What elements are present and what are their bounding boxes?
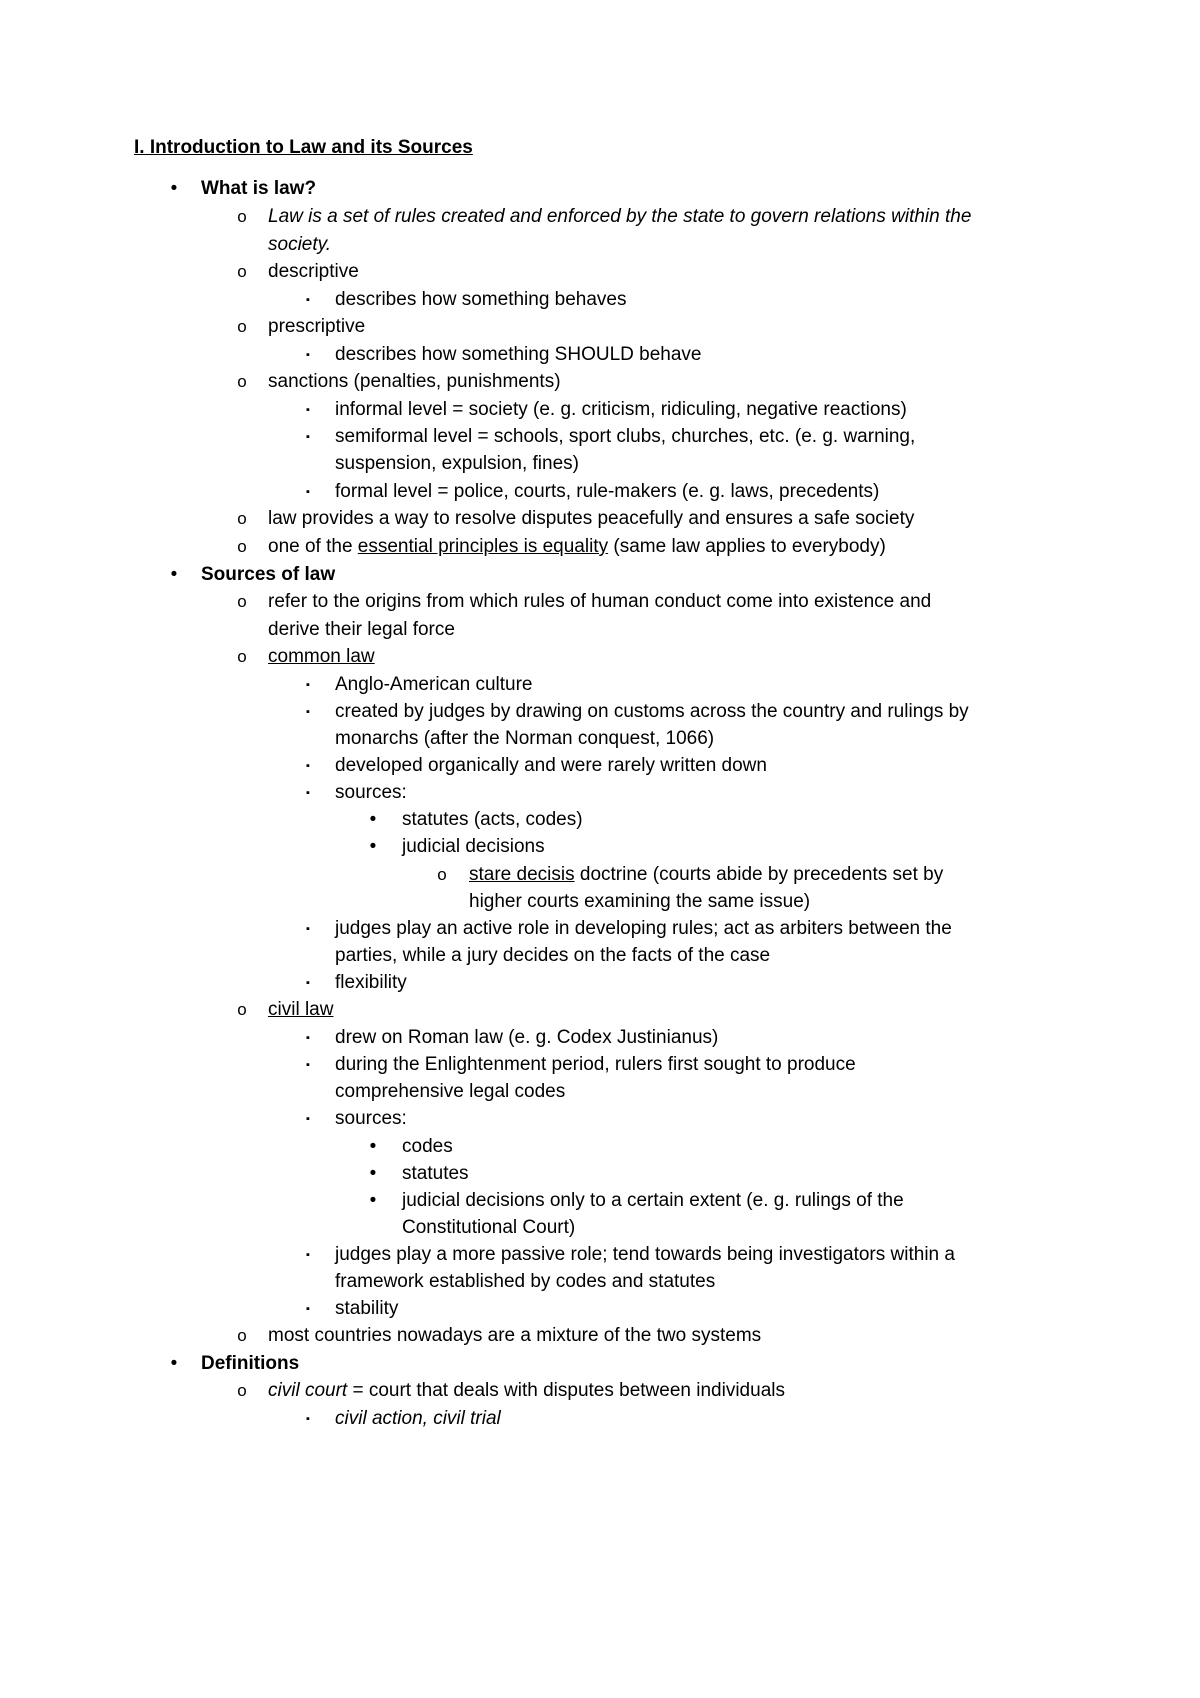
item-enlightenment-line-2: comprehensive legal codes [335, 1081, 566, 1102]
section-heading-sources-of-law: Sources of law [201, 564, 336, 585]
circle-marker: o [237, 509, 247, 528]
square-marker: ▪ [306, 1059, 310, 1071]
item-enlightenment-line-1: during the Enlightenment period, rulers first sought to produce [335, 1054, 856, 1075]
item-judicial-decisions: judicial decisions [402, 836, 545, 857]
item-descriptive-detail: describes how something behaves [335, 289, 627, 310]
circle-marker: o [237, 592, 247, 611]
item-created-by-judges-line-1: created by judges by drawing on customs across the country and rulings by [335, 701, 969, 722]
item-civil-action: civil action, civil trial [335, 1408, 501, 1429]
civil-court-term: civil court [268, 1380, 348, 1401]
bullet-marker: • [369, 836, 377, 857]
item-civil-court [268, 1380, 785, 1404]
item-judges-passive-line-2: framework established by codes and statutes [335, 1271, 716, 1292]
equality-underlined: essential principles is equality [357, 536, 609, 557]
item-anglo-american: Anglo-American culture [335, 674, 533, 695]
circle-marker: o [237, 1326, 247, 1345]
item-semiformal-level-line-1: semiformal level = schools, sport clubs, churches, etc. (e. g. warning, [335, 426, 916, 447]
item-statutes: statutes [402, 1163, 469, 1184]
item-developed-organically: developed organically and were rarely written down [335, 755, 767, 776]
item-judges-passive-line-1: judges play a more passive role; tend towards being investigators within a [335, 1244, 955, 1265]
item-descriptive: descriptive [268, 261, 359, 282]
item-stare-decisis-line-2: higher courts examining the same issue) [469, 891, 811, 912]
square-marker: ▪ [306, 706, 310, 718]
civil-court-definition: = court that deals with disputes between individuals [347, 1380, 785, 1401]
bullet-marker: • [170, 564, 178, 585]
item-judicial-limited-line-2: Constitutional Court) [402, 1217, 576, 1238]
item-codes: codes [402, 1136, 453, 1157]
square-marker: ▪ [306, 787, 310, 799]
bullet-marker: • [369, 1190, 377, 1211]
square-marker: ▪ [306, 923, 310, 935]
circle-marker: o [237, 1000, 247, 1019]
item-judges-active-line-2: parties, while a jury decides on the facts of the case [335, 945, 771, 966]
stare-decisis-rest: doctrine (courts abide by precedents set by [574, 864, 944, 885]
item-stability: stability [335, 1298, 399, 1319]
circle-marker: o [237, 647, 247, 666]
item-resolve-disputes: law provides a way to resolve disputes peacefully and ensures a safe society [268, 508, 915, 529]
circle-marker: o [237, 262, 247, 281]
item-common-sources: sources: [335, 782, 407, 803]
item-formal-level: formal level = police, courts, rule-makers (e. g. laws, precedents) [335, 481, 880, 502]
circle-marker: o [237, 317, 247, 336]
item-judges-active-line-1: judges play an active role in developing rules; act as arbiters between the [335, 918, 952, 939]
item-prescriptive-detail: describes how something SHOULD behave [335, 344, 702, 365]
item-civil-sources: sources: [335, 1108, 407, 1129]
bullet-marker: • [369, 809, 377, 830]
circle-marker: o [437, 865, 447, 884]
item-prescriptive: prescriptive [268, 316, 366, 337]
item-judicial-limited-line-1: judicial decisions only to a certain extent (e. g. rulings of the [402, 1190, 904, 1211]
item-mixture: most countries nowadays are a mixture of the two systems [268, 1325, 762, 1346]
square-marker: ▪ [306, 404, 310, 416]
bullet-marker: • [170, 178, 178, 199]
item-semiformal-level-line-2: suspension, expulsion, fines) [335, 453, 579, 474]
circle-marker: o [237, 372, 247, 391]
square-marker: ▪ [306, 760, 310, 772]
item-informal-level: informal level = society (e. g. criticism, ridiculing, negative reactions) [335, 399, 907, 420]
item-common-law: common law [268, 646, 375, 667]
stare-decisis-term: stare decisis [469, 864, 575, 885]
section-heading-what-is-law: What is law? [201, 178, 317, 199]
square-marker: ▪ [306, 1413, 310, 1425]
bullet-marker: • [369, 1136, 377, 1157]
square-marker: ▪ [306, 1249, 310, 1261]
section-heading-definitions: Definitions [201, 1353, 300, 1374]
square-marker: ▪ [306, 431, 310, 443]
item-statutes-acts-codes: statutes (acts, codes) [402, 809, 583, 830]
item-created-by-judges-line-2: monarchs (after the Norman conquest, 1066) [335, 728, 715, 749]
item-sanctions: sanctions (penalties, punishments) [268, 371, 561, 392]
item-equality [268, 536, 886, 560]
item-roman-law: drew on Roman law (e. g. Codex Justinianus) [335, 1027, 719, 1048]
square-marker: ▪ [306, 1032, 310, 1044]
item-flexibility: flexibility [335, 972, 407, 993]
item-civil-law: civil law [268, 999, 334, 1020]
bullet-marker: • [170, 1353, 178, 1374]
square-marker: ▪ [306, 349, 310, 361]
square-marker: ▪ [306, 977, 310, 989]
bullet-marker: • [369, 1163, 377, 1184]
square-marker: ▪ [306, 1113, 310, 1125]
circle-marker: o [237, 1381, 247, 1400]
square-marker: ▪ [306, 294, 310, 306]
law-definition-line-1: Law is a set of rules created and enforced by the state to govern relations within the [268, 206, 972, 227]
equality-suffix: (same law applies to everybody) [608, 536, 886, 557]
equality-prefix: one of the [268, 536, 358, 557]
square-marker: ▪ [306, 486, 310, 498]
law-definition-line-2: society. [268, 234, 332, 255]
circle-marker: o [237, 537, 247, 556]
item-stare-decisis-line-1 [469, 864, 943, 888]
circle-marker: o [237, 207, 247, 226]
item-origins-line-1: refer to the origins from which rules of human conduct come into existence and [268, 591, 932, 612]
page-title: I. Introduction to Law and its Sources [134, 137, 473, 158]
square-marker: ▪ [306, 679, 310, 691]
item-origins-line-2: derive their legal force [268, 619, 455, 640]
square-marker: ▪ [306, 1303, 310, 1315]
